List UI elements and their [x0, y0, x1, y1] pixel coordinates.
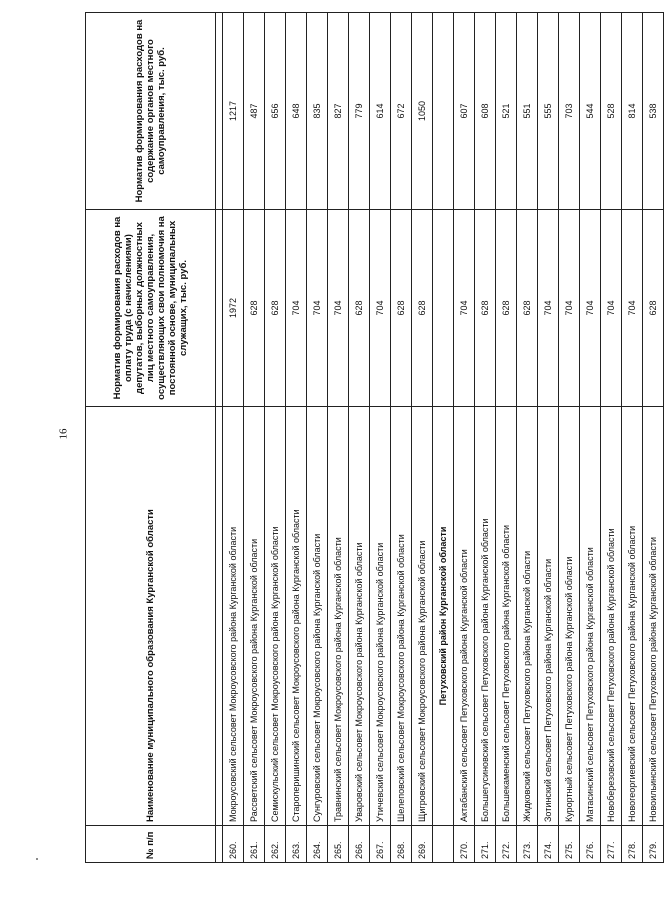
row-norm-upkeep: 672: [391, 13, 412, 210]
row-number: 279.: [643, 826, 664, 863]
row-number: 268.: [391, 826, 412, 863]
row-municipality-name: Травнинский сельсовет Мокроусовского района Курганской области: [328, 407, 349, 826]
row-norm-salary: 628: [475, 210, 496, 407]
row-norm-upkeep: 607: [454, 13, 475, 210]
header-norm-upkeep: Норматив формирования расходов на содержание органов местного самоуправления, тыс. руб.: [86, 13, 216, 210]
table-row: [454, 13, 475, 863]
table-row: [622, 13, 643, 863]
row-norm-salary: 628: [643, 210, 664, 407]
table-row: [475, 13, 496, 863]
table-row: [517, 13, 538, 863]
row-number: 278.: [622, 826, 643, 863]
rotated-table-container: [85, 19, 658, 863]
row-norm-upkeep: 551: [517, 13, 538, 210]
table-row: [391, 13, 412, 863]
row-number: 261.: [244, 826, 265, 863]
row-norm-salary: 704: [328, 210, 349, 407]
row-norm-salary: 704: [286, 210, 307, 407]
row-number: 276.: [580, 826, 601, 863]
row-number: 274.: [538, 826, 559, 863]
row-norm-salary: 628: [391, 210, 412, 407]
row-number: 271.: [475, 826, 496, 863]
row-norm-upkeep: 648: [286, 13, 307, 210]
table-row: [580, 13, 601, 863]
row-norm-salary: 628: [412, 210, 433, 407]
row-norm-salary: 628: [496, 210, 517, 407]
row-norm-salary: 704: [538, 210, 559, 407]
table-row: [265, 13, 286, 863]
row-norm-salary: 704: [601, 210, 622, 407]
row-municipality-name: Семискульский сельсовет Мокроусовского района Курганской области: [265, 407, 286, 826]
row-municipality-name: Уваровский сельсовет Мокроусовского района Курганской области: [349, 407, 370, 826]
row-norm-salary: 704: [559, 210, 580, 407]
row-norm-salary: 704: [307, 210, 328, 407]
table-row: [244, 13, 265, 863]
table-header: [86, 13, 216, 863]
row-norm-upkeep: 544: [580, 13, 601, 210]
row-municipality-name: Шелеповский сельсовет Мокроусовского района Курганской области: [391, 407, 412, 826]
row-municipality-name: Мокроусовский сельсовет Мокроусовского района Курганской области: [223, 407, 244, 826]
table-row: [601, 13, 622, 863]
row-norm-upkeep: 779: [349, 13, 370, 210]
row-norm-upkeep: 827: [328, 13, 349, 210]
row-number: 273.: [517, 826, 538, 863]
row-municipality-name: Матасинский сельсовет Петуховского района Курганской области: [580, 407, 601, 826]
row-municipality-name: Щигровский сельсовет Мокроусовского района Курганской области: [412, 407, 433, 826]
table-spacer-row: [216, 13, 223, 863]
row-norm-upkeep: 703: [559, 13, 580, 210]
row-municipality-name: Курортный сельсовет Петуховского района Курганской области: [559, 407, 580, 826]
row-municipality-name: Зотинский сельсовет Петуховского района Курганской области: [538, 407, 559, 826]
row-number: 260.: [223, 826, 244, 863]
row-norm-upkeep: 528: [601, 13, 622, 210]
row-norm-upkeep: 614: [370, 13, 391, 210]
table-row: [538, 13, 559, 863]
row-norm-salary: 628: [244, 210, 265, 407]
header-row: [86, 13, 216, 863]
row-number: 277.: [601, 826, 622, 863]
table-row: [559, 13, 580, 863]
table-row: [223, 13, 244, 863]
row-number: 270.: [454, 826, 475, 863]
row-number: 272.: [496, 826, 517, 863]
row-norm-salary: 628: [349, 210, 370, 407]
row-number: 265.: [328, 826, 349, 863]
row-norm-upkeep: 487: [244, 13, 265, 210]
row-norm-upkeep: 608: [475, 13, 496, 210]
table-row: [643, 13, 664, 863]
row-number: 263.: [286, 826, 307, 863]
row-municipality-name: Рассветский сельсовет Мокроусовского района Курганской области: [244, 407, 265, 826]
table-row: [370, 13, 391, 863]
row-norm-salary: 704: [454, 210, 475, 407]
row-norm-upkeep: 835: [307, 13, 328, 210]
row-norm-upkeep: 1217: [223, 13, 244, 210]
scan-speck: [36, 858, 38, 860]
row-norm-upkeep: 538: [643, 13, 664, 210]
row-municipality-name: Новоильинский сельсовет Петуховского района Курганской области: [643, 407, 664, 826]
row-municipality-name: Сунгуровский сельсовет Мокроусовского района Курганской области: [307, 407, 328, 826]
row-norm-upkeep: 656: [265, 13, 286, 210]
table-row: [349, 13, 370, 863]
section-title: Петуховский район Курганской области: [433, 407, 454, 826]
table-row: [286, 13, 307, 863]
header-name: Наименование муниципального образования Курганской области: [86, 407, 216, 826]
table-row: [328, 13, 349, 863]
row-norm-salary: 704: [580, 210, 601, 407]
row-municipality-name: Староперишинский сельсовет Мокроусовского района Курганской области: [286, 407, 307, 826]
row-municipality-name: Большекаменский сельсовет Петуховского района Курганской области: [496, 407, 517, 826]
row-number: 267.: [370, 826, 391, 863]
norms-table: [85, 12, 664, 863]
row-municipality-name: Новогеоргиевский сельсовет Петуховского района Курганской области: [622, 407, 643, 826]
row-norm-salary: 1972: [223, 210, 244, 407]
row-norm-salary: 704: [622, 210, 643, 407]
row-number: 264.: [307, 826, 328, 863]
row-norm-salary: 628: [265, 210, 286, 407]
row-norm-upkeep: 814: [622, 13, 643, 210]
row-norm-salary: 704: [370, 210, 391, 407]
row-municipality-name: Новоберезовский сельсовет Петуховского района Курганской области: [601, 407, 622, 826]
row-municipality-name: Большегусиновский сельсовет Петуховского района Курганской области: [475, 407, 496, 826]
row-norm-upkeep: 555: [538, 13, 559, 210]
row-norm-upkeep: 1050: [412, 13, 433, 210]
row-municipality-name: Актабанский сельсовет Петуховского района Курганской области: [454, 407, 475, 826]
row-municipality-name: Утичевский сельсовет Мокроусовского района Курганской области: [370, 407, 391, 826]
row-number: 262.: [265, 826, 286, 863]
table-body: [216, 13, 664, 863]
row-norm-upkeep: 521: [496, 13, 517, 210]
row-number: 266.: [349, 826, 370, 863]
section-row: [433, 13, 454, 863]
row-number: 275.: [559, 826, 580, 863]
header-num: № п/п: [86, 826, 216, 863]
row-norm-salary: 628: [517, 210, 538, 407]
table-row: [412, 13, 433, 863]
table-row: [496, 13, 517, 863]
row-municipality-name: Жидковский сельсовет Петуховского района Курганской области: [517, 407, 538, 826]
table-row: [307, 13, 328, 863]
row-number: 269.: [412, 826, 433, 863]
page-number: 16: [57, 428, 70, 440]
header-norm-salary: Норматив формирования расходов на оплату труда (с начислениями) депутатов, выборных должностных лиц местного самоуправления, осуществляющих свои полномочия на постоянной основе, муниципальных служащих, тыс. руб.: [86, 210, 216, 407]
